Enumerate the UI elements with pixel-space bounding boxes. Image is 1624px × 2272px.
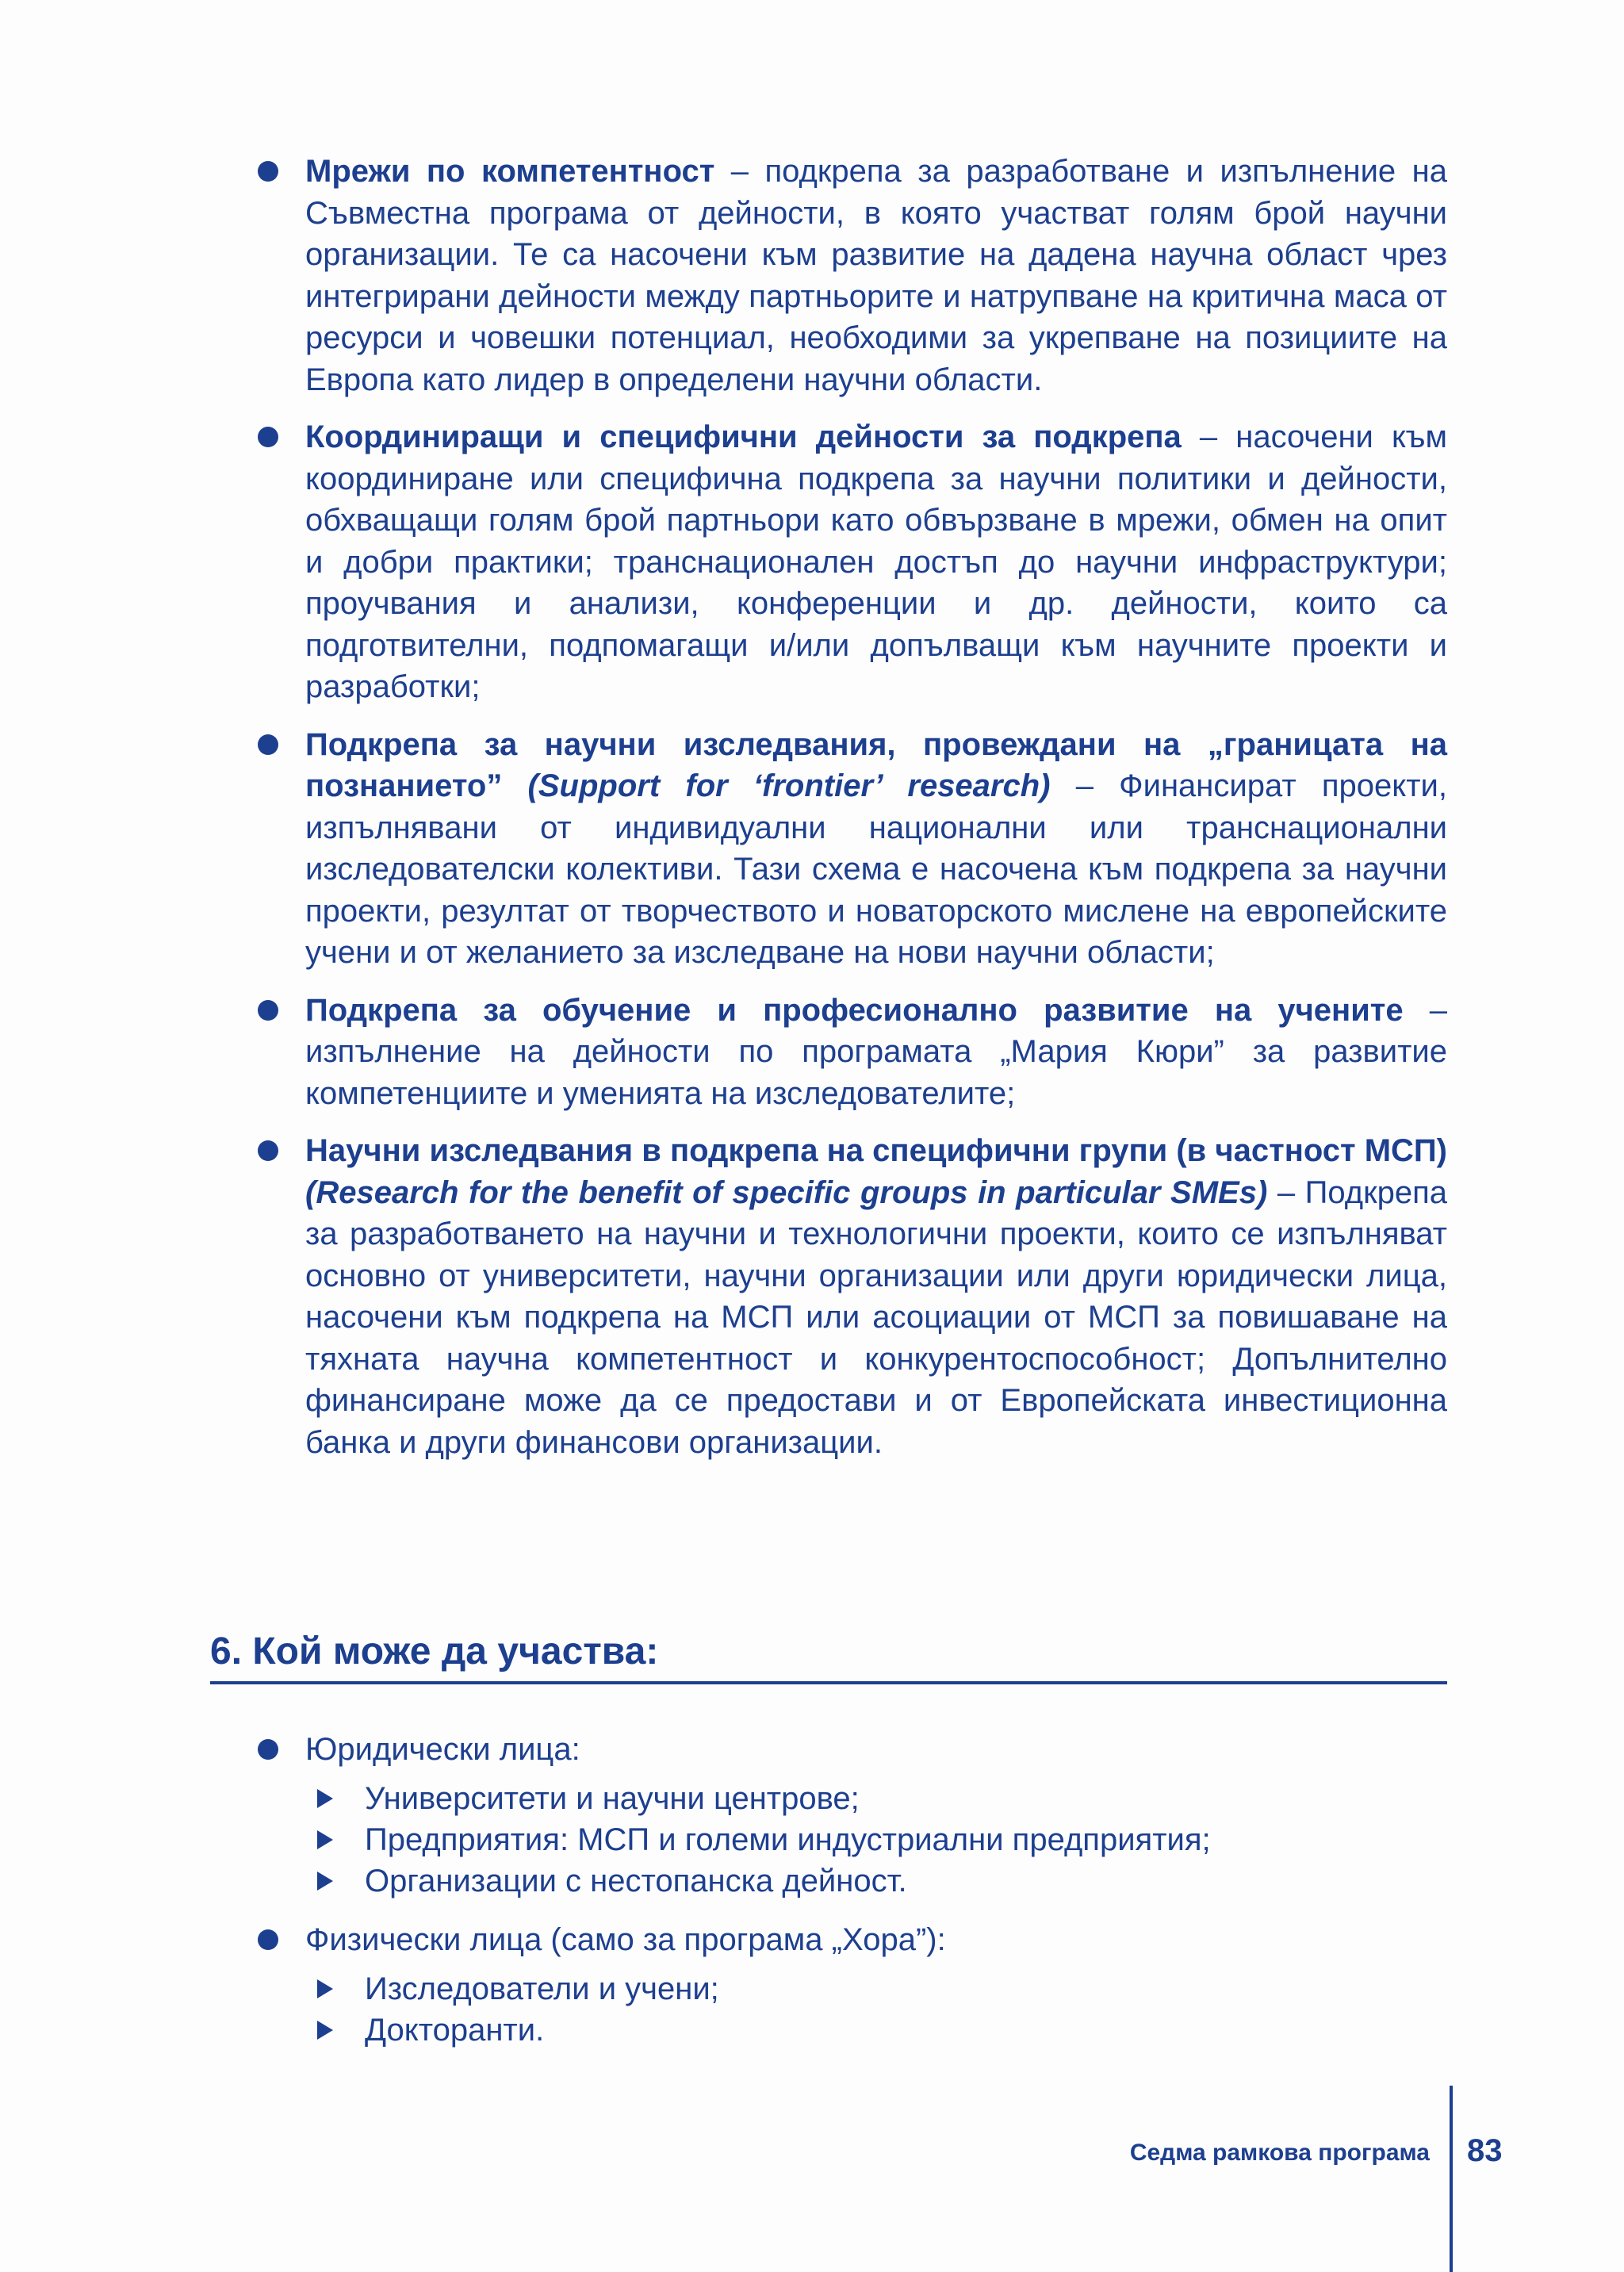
sublist-item <box>365 1968 1447 2010</box>
footer-title: Седма рамкова програма <box>1129 2140 1430 2166</box>
sublist-item-text: Изследователи и учени; <box>365 1971 719 2006</box>
list-item <box>305 1919 1447 2051</box>
sublist-item <box>365 1860 1447 1902</box>
sublist-item <box>365 1819 1447 1860</box>
item-text: – Подкрепа за разработването на научни и технологични проекти, които се изпълняват основно от университети, научни организации или други юридически лица, насочени към подкрепа на МСП или асоциации от МСП за повишаване на тяхната научна компетентност и конкурентоспособност; Допълнително финансиране може да се предостави и от Европейската инвестиционна банка и други финансови организации. <box>305 1174 1448 1460</box>
bullet-dot-icon <box>258 1739 278 1760</box>
list-item <box>305 1130 1447 1463</box>
participant-category: Физически лица (само за програма „Хора”): <box>305 1922 946 1957</box>
bullet-dot-icon <box>258 1140 278 1161</box>
item-title: Подкрепа за обучение и професионално развитие на учените <box>305 992 1404 1028</box>
bullet-dot-icon <box>258 1929 278 1950</box>
bullet-dot-icon <box>258 161 278 182</box>
sublist-item <box>365 2010 1447 2051</box>
item-title: Научни изследвания в подкрепа на специфични групи (в частност МСП) <box>305 1133 1447 1168</box>
participant-sublist <box>305 1968 1447 2051</box>
list-item <box>305 416 1447 708</box>
item-title: Мрежи по компетентност <box>305 154 715 189</box>
item-text: – Финансират проекти, изпълнявани от индивидуални национални или транснационални изследователски колективи. Тази схема е насочена към подкрепа за научни проекти, резултат от творчеството и новаторското мислене на европейските учени и от желанието за изследване на нови научни области; <box>305 768 1447 970</box>
triangle-bullet-icon <box>317 1789 333 1808</box>
item-title: Координиращи и специфични дейности за подкрепа <box>305 420 1182 454</box>
list-item <box>305 990 1447 1115</box>
list-item <box>305 151 1447 400</box>
item-text: – изпълнение на дейности по програмата „Мария Кюри” за развитие компетенциите и уменията на изследователите; <box>305 992 1447 1111</box>
triangle-bullet-icon <box>317 2021 333 2040</box>
footer-divider <box>1450 2086 1453 2272</box>
item-english-title: (Research for the benefit of specific groups in particular SMEs) <box>305 1174 1268 1210</box>
item-text: – подкрепа за разработване и изпълнение на Съвместна програма от дейности, в която участват голям брой научни организации. Те са насочени към развитие на дадена научна област чрез интегрирани дейности между партньорите и натрупване на критична маса от ресурси и човешки потенциал, необходими за укрепване на позициите на Европа като лидер в определени научни области. <box>305 154 1447 397</box>
list-item <box>305 724 1447 974</box>
triangle-bullet-icon <box>317 1830 333 1849</box>
triangle-bullet-icon <box>317 1979 333 1998</box>
bullet-dot-icon <box>258 734 278 755</box>
item-title: Подкрепа за научни изследвания, провеждани на „границата на познанието” <box>305 726 1447 803</box>
sublist-item-text: Университети и научни центрове; <box>365 1781 860 1816</box>
participant-category: Юридически лица: <box>305 1732 580 1767</box>
section-heading: 6. Кой може да участва: <box>210 1630 1447 1684</box>
sublist-item-text: Докторанти. <box>365 2013 545 2048</box>
item-text: – насочени към координиране или специфична подкрепа за научни политики и дейности, обхващащи голям брой партньори като обвързване в мрежи, обмен на опит и добри практики; транснационален достъп до научни инфраструктури; проучвания и анализи, конференции и др. дейности, които са подготвителни, подпомагащи и/или допълващи към научните проекти и разработки; <box>305 420 1447 704</box>
bullet-dot-icon <box>258 1000 278 1021</box>
page-number: 83 <box>1467 2133 1503 2168</box>
sublist-item-text: Организации с нестопанска дейност. <box>365 1864 907 1898</box>
bullet-dot-icon <box>258 427 278 447</box>
activity-types-list <box>305 151 1447 1479</box>
list-item <box>305 1729 1447 1902</box>
item-english-title: (Support for ‘frontier’ research) <box>502 768 1051 803</box>
participants-list <box>305 1729 1447 2068</box>
participant-sublist <box>305 1778 1447 1902</box>
sublist-item <box>365 1778 1447 1819</box>
triangle-bullet-icon <box>317 1872 333 1891</box>
sublist-item-text: Предприятия: МСП и големи индустриални предприятия; <box>365 1822 1211 1857</box>
